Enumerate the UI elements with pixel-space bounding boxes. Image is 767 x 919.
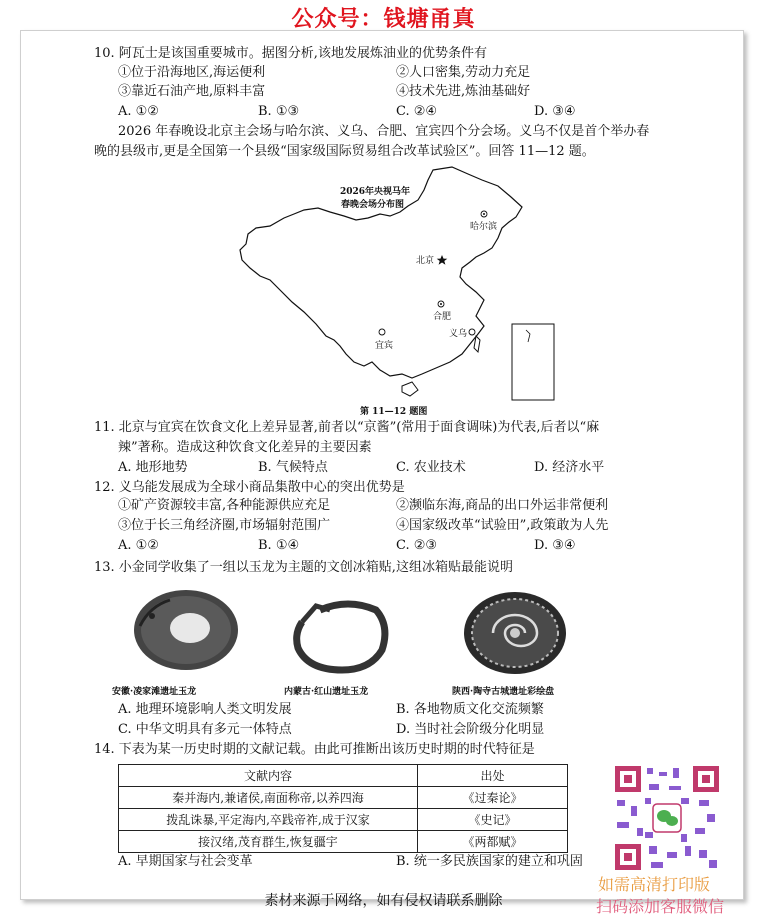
q10-statement-3: ③靠近石油产地,原料丰富 [118,84,266,99]
q12-option-b: B. ①④ [258,538,300,553]
q10-option-d: D. ③④ [534,104,576,119]
q13-caption-2: 内蒙古·红山遗址玉龙 [284,687,369,697]
painted-plate-taosi-image [462,590,568,676]
table-row [119,787,568,809]
q13-stem: 13. 小金同学收集了一组以玉龙为主题的文创冰箱贴,这组冰箱贴最能说明 [94,560,513,575]
table-cell-content: 接汉绪,茂育群生,恢复疆宇 [119,831,418,853]
q12-statement-1: ①矿产资源较丰富,各种能源供应充足 [118,498,331,513]
q11-stem-line-2: 辣”著称。造成这种饮食文化差异的主要因素 [118,440,372,455]
table-row [119,831,568,853]
table-cell-source: 《两都赋》 [418,831,568,853]
table-cell-content: 秦并海内,兼诸侯,南面称帝,以养四海 [119,787,418,809]
map-label-beijing: 北京 [416,256,435,266]
table-header-source: 出处 [418,765,568,787]
page-header-title: 公众号：钱塘甬真 [291,7,476,32]
q11-stem-line-1: 11. 北京与宜宾在饮食文化上差异显著,前者以“京酱”(常用于面食调味)为代表,后者以“麻 [94,420,600,435]
table-cell-source: 《史记》 [418,809,568,831]
jade-dragon-lingjiatan-image [130,586,240,674]
q13-option-c: C. 中华文明具有多元一体特点 [118,722,292,737]
q13-caption-1: 安徽·凌家滩遗址玉龙 [112,687,197,697]
map-title-line-1: 2026年央视马年 [340,187,411,197]
q10-statement-1: ①位于沿海地区,海运便利 [118,65,266,80]
q10-option-a: A. ①② [118,104,159,119]
map-label-hefei: 合肥 [433,312,452,322]
q10-statement-4: ④技术先进,炼油基础好 [396,84,531,99]
table-row [119,809,568,831]
q11-option-b: B. 气候特点 [258,460,328,475]
q12-statement-3: ③位于长三角经济圈,市场辐射范围广 [118,518,331,533]
q14-option-a: A. 早期国家与社会变革 [118,854,253,869]
intro-line-2: 晚的县级市,更是全国第一个县级“国家级国际贸易组合改革试验区”。回答 11—12 题。 [94,144,595,159]
q14-option-b: B. 统一多民族国家的建立和巩固 [396,854,583,869]
q12-option-c: C. ②③ [396,538,438,553]
wechat-qr-code[interactable] [611,762,723,874]
q10-statement-2: ②人口密集,劳动力充足 [396,65,531,80]
q11-option-d: D. 经济水平 [534,460,605,475]
q13-caption-3: 陕西·陶寺古城遗址彩绘盘 [452,687,555,697]
table-header-content: 文献内容 [119,765,418,787]
q13-option-d: D. 当时社会阶级分化明显 [396,722,545,737]
map-label-yibin: 宜宾 [375,341,394,351]
intro-line-1: 2026 年春晚设北京主会场与哈尔滨、义乌、合肥、宜宾四个分会场。义乌不仅是首个举办春 [118,124,650,139]
q12-statement-4: ④国家级改革“试验田”,政策敢为人先 [396,518,609,533]
footer-disclaimer: 素材来源于网络，如有侵权请联系删除 [264,893,503,909]
jade-dragon-hongshan-image [286,592,396,676]
q14-stem: 14. 下表为某一历史时期的文献记载。由此可推断出该历史时期的时代特征是 [94,742,535,757]
q11-option-a: A. 地形地势 [118,460,188,475]
q12-option-d: D. ③④ [534,538,576,553]
q10-option-b: B. ①③ [258,104,300,119]
q14-source-table [118,764,568,853]
map-title-line-2: 春晚会场分布图 [341,200,405,210]
map-label-harbin: 哈尔滨 [470,222,498,232]
promo-line-2: 扫码添加客服微信 [596,897,725,916]
table-cell-content: 拨乱诛暴,平定海内,卒践帝祚,成于汉家 [119,809,418,831]
q12-statement-2: ②濒临东海,商品的出口外运非常便利 [396,498,609,513]
q13-option-b: B. 各地物质文化交流频繁 [396,702,544,717]
table-cell-source: 《过秦论》 [418,787,568,809]
q12-option-a: A. ①② [118,538,159,553]
q13-option-a: A. 地理环境影响人类文明发展 [118,702,292,717]
q10-stem: 10. 阿瓦士是该国重要城市。据图分析,该地发展炼油业的优势条件有 [94,46,487,61]
q12-stem: 12. 义乌能发展成为全球小商品集散中心的突出优势是 [94,480,405,495]
map-label-yiwu: 义乌 [449,329,468,339]
map-caption: 第 11—12 题图 [360,407,428,417]
q10-option-c: C. ②④ [396,104,438,119]
promo-line-1: 如需高清打印版 [598,875,711,894]
q11-option-c: C. 农业技术 [396,460,466,475]
